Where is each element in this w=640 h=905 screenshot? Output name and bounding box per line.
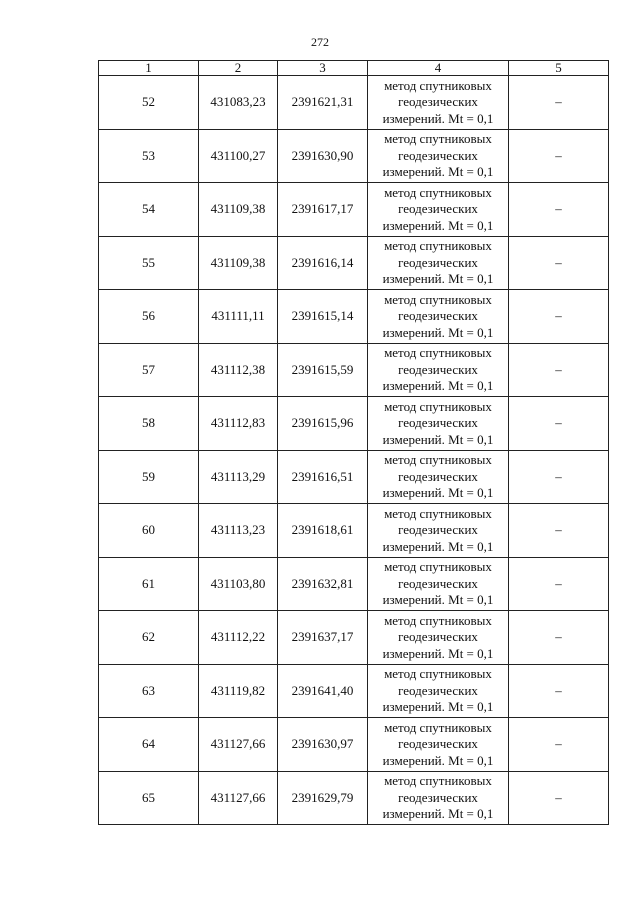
coord-y: 2391630,90 [278,129,368,183]
coord-x: 431103,80 [199,557,278,611]
method-line: измерений. Mt = 0,1 [382,538,494,554]
method-line: метод спутниковых [384,773,492,788]
method-line: измерений. Mt = 0,1 [382,431,494,447]
method-cell [368,343,509,397]
table-row [99,397,609,451]
note-dash: – [509,718,609,772]
table-row [99,718,609,772]
method-line: измерений. Mt = 0,1 [382,806,494,821]
coord-x: 431113,29 [199,450,278,504]
method-line: метод спутниковых [384,505,492,521]
method-line: метод спутниковых [384,345,492,360]
point-number: 57 [99,343,199,397]
method-line: измерений. Mt = 0,1 [382,110,494,126]
coord-x: 431109,38 [199,183,278,237]
method-cell [368,771,509,825]
coord-y: 2391616,14 [278,236,368,290]
coord-x: 431111,11 [199,290,278,344]
method-cell [368,236,509,290]
method-line: геодезических [398,147,478,163]
note-dash: – [509,290,609,344]
method-cell [368,290,509,344]
header-row [99,61,609,76]
coord-x: 431127,66 [199,771,278,825]
method-line: измерений. Mt = 0,1 [382,699,494,714]
coord-x: 431113,23 [199,504,278,558]
method-line: метод спутниковых [384,666,492,681]
method-line: измерений. Mt = 0,1 [382,217,494,233]
point-number: 60 [99,504,199,558]
point-number: 56 [99,290,199,344]
coordinates-table [98,60,609,825]
method-cell [368,611,509,665]
method-line: метод спутниковых [384,238,492,253]
note-dash: – [509,557,609,611]
table-row [99,236,609,290]
method-cell [368,664,509,718]
method-line: метод спутниковых [384,612,492,628]
point-number: 62 [99,611,199,665]
coord-y: 2391621,31 [278,76,368,130]
coord-y: 2391615,96 [278,397,368,451]
point-number: 58 [99,397,199,451]
coord-y: 2391616,51 [278,450,368,504]
table-row [99,504,609,558]
note-dash: – [509,504,609,558]
method-cell [368,397,509,451]
note-dash: – [509,450,609,504]
table-row [99,343,609,397]
note-dash: – [509,129,609,183]
table-row [99,76,609,130]
method-line: геодезических [398,94,478,109]
method-cell [368,557,509,611]
coord-x: 431119,82 [199,664,278,718]
note-dash: – [509,343,609,397]
method-line: геодезических [398,682,478,698]
method-line: измерений. Mt = 0,1 [382,378,494,393]
coord-y: 2391637,17 [278,611,368,665]
page-number: 272 [311,35,329,49]
table-row [99,611,609,665]
coord-x: 431112,22 [199,611,278,665]
method-line: геодезических [398,201,478,216]
coord-y: 2391618,61 [278,504,368,558]
table-row [99,129,609,183]
table-row [99,664,609,718]
coord-y: 2391632,81 [278,557,368,611]
method-line: геодезических [398,468,478,484]
method-line: измерений. Mt = 0,1 [382,485,494,500]
method-line: измерений. Mt = 0,1 [382,645,494,661]
method-line: метод спутниковых [384,559,492,574]
note-dash: – [509,76,609,130]
method-line: метод спутниковых [384,77,492,93]
table-row [99,450,609,504]
point-number: 59 [99,450,199,504]
point-number: 61 [99,557,199,611]
method-line: метод спутниковых [384,131,492,146]
coord-y: 2391615,59 [278,343,368,397]
note-dash: – [509,611,609,665]
table-row [99,290,609,344]
method-cell [368,718,509,772]
method-line: геодезических [398,736,478,751]
method-line: метод спутниковых [384,184,492,200]
note-dash: – [509,664,609,718]
method-line: метод спутниковых [384,719,492,735]
header-col-3: 3 [278,61,368,76]
header-col-4: 4 [368,61,509,76]
method-line: метод спутниковых [384,452,492,467]
method-line: геодезических [398,308,478,323]
point-number: 55 [99,236,199,290]
note-dash: – [509,397,609,451]
coord-x: 431100,27 [199,129,278,183]
table-row [99,771,609,825]
coord-x: 431112,38 [199,343,278,397]
coord-y: 2391617,17 [278,183,368,237]
method-line: измерений. Mt = 0,1 [382,752,494,768]
table-body [99,76,609,825]
note-dash: – [509,771,609,825]
point-number: 53 [99,129,199,183]
coord-y: 2391629,79 [278,771,368,825]
coord-x: 431083,23 [199,76,278,130]
method-cell [368,450,509,504]
coord-x: 431109,38 [199,236,278,290]
method-line: метод спутниковых [384,291,492,307]
method-line: геодезических [398,522,478,537]
method-line: геодезических [398,361,478,377]
table-row [99,183,609,237]
method-cell [368,129,509,183]
method-cell [368,76,509,130]
method-line: геодезических [398,629,478,644]
method-cell [368,183,509,237]
point-number: 65 [99,771,199,825]
note-dash: – [509,183,609,237]
header-col-2: 2 [199,61,278,76]
point-number: 52 [99,76,199,130]
coord-x: 431127,66 [199,718,278,772]
header-col-1: 1 [99,61,199,76]
point-number: 64 [99,718,199,772]
method-line: измерений. Mt = 0,1 [382,271,494,286]
method-line: измерений. Mt = 0,1 [382,324,494,340]
coord-y: 2391615,14 [278,290,368,344]
method-line: геодезических [398,789,478,805]
method-line: геодезических [398,415,478,430]
method-line: измерений. Mt = 0,1 [382,164,494,179]
coord-y: 2391630,97 [278,718,368,772]
header-col-5: 5 [509,61,609,76]
method-line: геодезических [398,575,478,591]
table-row [99,557,609,611]
note-dash: – [509,236,609,290]
coord-y: 2391641,40 [278,664,368,718]
method-line: метод спутниковых [384,398,492,414]
method-line: измерений. Mt = 0,1 [382,592,494,607]
point-number: 63 [99,664,199,718]
method-line: геодезических [398,254,478,270]
point-number: 54 [99,183,199,237]
method-cell [368,504,509,558]
coord-x: 431112,83 [199,397,278,451]
